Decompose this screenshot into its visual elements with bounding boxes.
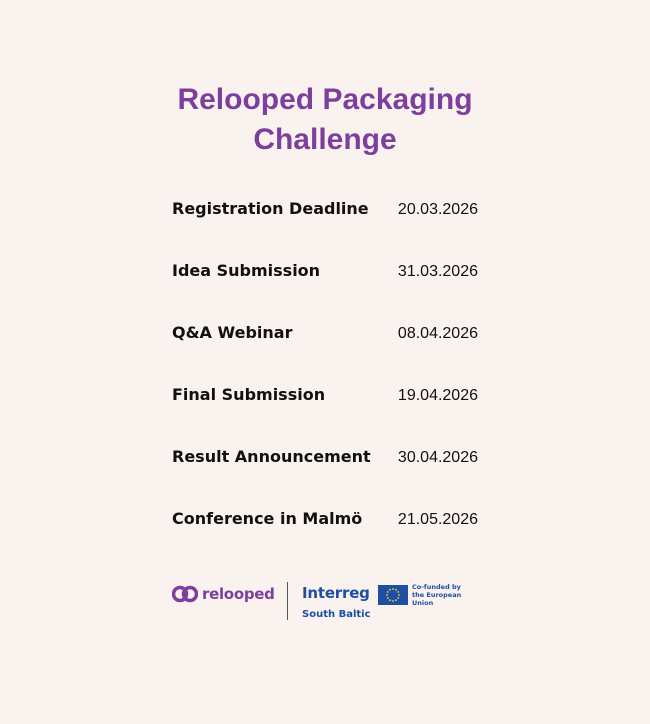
schedule-row: [172, 254, 478, 316]
event-name: Q&A Webinar: [172, 323, 293, 342]
eu-cofunded-text: [412, 583, 482, 607]
schedule-row: [172, 316, 478, 378]
relooped-logo: [172, 582, 275, 606]
relooped-wordmark: relooped: [202, 585, 275, 603]
event-name: Result Announcement: [172, 447, 371, 466]
logo-divider: [287, 582, 288, 620]
title-line-2: Challenge: [253, 123, 397, 156]
interreg-logo: [302, 583, 371, 621]
eu-flag-icon: [378, 585, 408, 605]
schedule-row: [172, 378, 478, 440]
partner-logos: [172, 580, 478, 624]
schedule-row: [172, 440, 478, 502]
page-title: [150, 80, 500, 160]
event-name: Idea Submission: [172, 261, 321, 280]
schedule-row: [172, 192, 478, 254]
eu-cofunded-logo: [378, 583, 482, 607]
interreg-wordmark: Interreg: [302, 584, 370, 602]
relooped-loop-icon: [172, 583, 198, 605]
event-name: Final Submission: [172, 385, 326, 404]
eu-text-line-1: Co-funded by: [412, 583, 461, 591]
event-date: 31.03.2026: [397, 263, 478, 280]
interreg-program: South Baltic: [302, 609, 371, 620]
event-date: 20.03.2026: [397, 201, 478, 218]
event-date: 19.04.2026: [397, 387, 478, 404]
eu-text-line-2: the European Union: [412, 591, 462, 607]
event-name: Registration Deadline: [172, 199, 369, 218]
schedule-list: [172, 192, 478, 564]
title-line-1: Relooped Packaging: [177, 83, 473, 116]
event-name: Conference in Malmö: [172, 509, 363, 528]
event-date: 21.05.2026: [397, 511, 478, 528]
schedule-row: [172, 502, 478, 564]
event-date: 30.04.2026: [397, 449, 478, 466]
event-date: 08.04.2026: [397, 325, 478, 342]
